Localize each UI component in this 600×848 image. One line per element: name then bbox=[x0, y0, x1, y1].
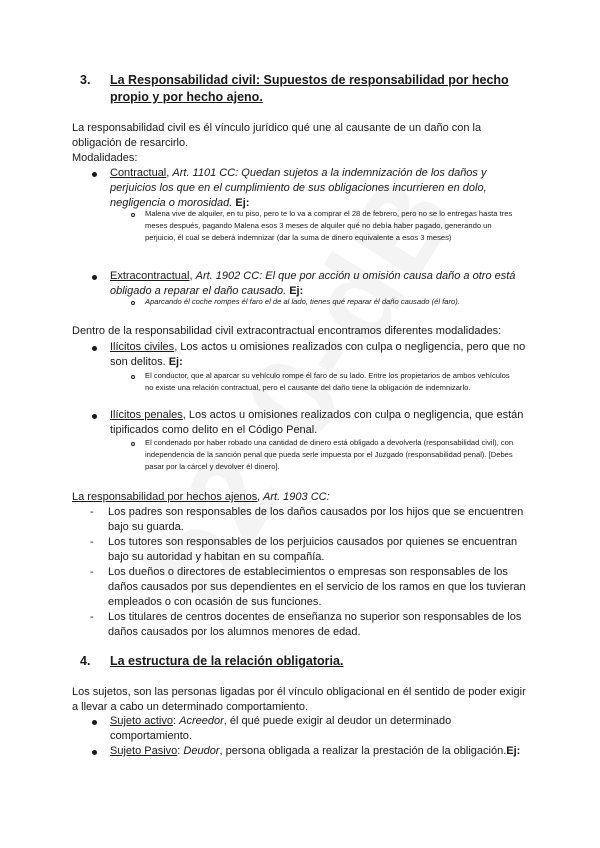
sujeto-pasivo-label: Sujeto Pasivo bbox=[110, 745, 178, 757]
bullet-dot bbox=[92, 275, 97, 280]
sujetos-paragraph: Los sujetos, son las personas ligadas por él vínculo obligacional en él sentido de poder exigir a llevar a cabo un determinado comportamiento. bbox=[72, 686, 526, 713]
bullet-dot bbox=[92, 172, 97, 177]
sujeto-pasivo-item bbox=[110, 744, 528, 759]
intro-paragraph: La responsabilidad civil es él vínculo jurídico qué une al causante de un daño con la obligación de resarcirlo. bbox=[72, 122, 482, 149]
sub-bullet bbox=[131, 213, 135, 217]
extracontractual-sep: , bbox=[189, 270, 193, 282]
bullet-dot bbox=[92, 720, 97, 725]
sujeto-activo-colon: : bbox=[172, 715, 177, 727]
ajenos-heading bbox=[72, 490, 528, 505]
sujeto-pasivo-term: Deudor bbox=[183, 745, 220, 757]
dash-marker: - bbox=[90, 611, 94, 623]
ajenos-label: La responsabilidad por hechos ajenos bbox=[72, 491, 258, 503]
sujeto-activo-term: Acreedor bbox=[179, 715, 224, 727]
sujeto-activo-label: Sujeto activo bbox=[110, 715, 173, 727]
ajenos-item: Los dueños o directores de establecimientos o empresas son responsables de los daños causados por sus dependientes en el servicio de los ramos en que los tuvieran empleados o con ocasión de sus funciones. bbox=[108, 566, 526, 608]
bullet-dot bbox=[92, 414, 97, 419]
extracontractual-ej: Ej: bbox=[289, 285, 304, 297]
contractual-ej: Ej: bbox=[235, 197, 250, 209]
dash-marker: - bbox=[90, 506, 94, 518]
contractual-label: Contractual bbox=[110, 167, 167, 179]
sujeto-pasivo-ej: Ej: bbox=[506, 745, 521, 757]
ilicitos-civiles-item bbox=[110, 340, 528, 370]
sub-bullet bbox=[131, 301, 135, 305]
ilicitos-penales-text: , Los actos u omisiones realizados con culpa o negligencia, que están tipificados como delito en el Código Penal. bbox=[110, 409, 524, 436]
contractual-article: Art. 1101 CC: Quedan sujetos a la indemnización de los daños y perjuicios los que en el cumplimiento de sus obligaciones incurrieren en dolo, negligencia o morosidad. bbox=[110, 167, 487, 209]
extracontractual-article: Art. 1902 CC: El que por acción u omisión causa daño a otro está obligado a reparar el daño causado. bbox=[110, 270, 516, 297]
dash-marker: - bbox=[90, 566, 94, 578]
sujeto-pasivo-text: , persona obligada a realizar la prestación de la obligación. bbox=[219, 745, 507, 757]
section-3-title: La Responsabilidad civil: Supuestos de responsabilidad por hecho propio y por hecho ajeno. bbox=[110, 73, 509, 104]
ajenos-item: Los tutores son responsables de los perjuicios causados por quienes se encuentran bajo su autoridad y habitan en su compañía. bbox=[108, 536, 518, 563]
ilicitos-penales-item bbox=[110, 408, 528, 438]
ajenos-item: Los padres son responsables de los daños causados por los hijos que se encuentren bajo su guarda. bbox=[108, 506, 524, 533]
bullet-dot bbox=[92, 346, 97, 351]
dentro-paragraph: Dentro de la responsabilidad civil extracontractual encontramos diferentes modalidades: bbox=[72, 325, 502, 337]
ajenos-item: Los titulares de centros docentes de enseñanza no superior son responsables de los daños causados por los alumnos menores de edad. bbox=[108, 611, 522, 638]
sujeto-pasivo-colon: : bbox=[177, 745, 181, 757]
bullet-dot bbox=[92, 750, 97, 755]
extracontractual-example bbox=[145, 296, 530, 308]
sub-bullet bbox=[131, 375, 135, 379]
section-4-number: 4. bbox=[80, 654, 91, 668]
sujeto-activo-text: , él qué puede exigir al deudor un determinado comportamiento. bbox=[110, 715, 452, 742]
sujeto-activo-item bbox=[110, 714, 528, 744]
sub-bullet bbox=[131, 442, 135, 446]
contractual-item bbox=[110, 166, 528, 211]
extracontractual-label: Extracontractual bbox=[110, 270, 190, 282]
ilicitos-civiles-example: El conductor, que al aparcar su vehículo rompe él faro de su lado. Entre los propietarios de ambos vehículos no existe una relación contractual, pero el causante del daño tiene la obligación de indemnizarlo. bbox=[145, 371, 510, 392]
extracontractual-item bbox=[110, 269, 528, 299]
modalidades-label: Modalidades: bbox=[72, 152, 138, 164]
section-3-number: 3. bbox=[80, 73, 91, 87]
section-3-heading bbox=[72, 72, 528, 108]
ilicitos-penales-label: Ilícitos penales bbox=[110, 409, 183, 421]
ajenos-article: , Art. 1903 CC: bbox=[257, 491, 330, 503]
contractual-example: Malena vive de alquiler, en tu piso, pero te lo va a comprar el 28 de febrero, pero no se lo entregas hasta tres meses después, pagando Malena esos 3 meses de alquiler qué no debía haber pagado, generando un perjuicio, él cual se deberá indemnizar (dar la suma de dinero equivalente a esos 3 meses) bbox=[145, 209, 513, 242]
ilicitos-penales-example: El condenado por haber robado una cantidad de dinero está obligado a devolverla (responsabilidad civil), con independencia de la sanción penal que pueda serle impuesta por el Juzgado (responsabilidad penal). [Debes pasar por la cárcel y devolver él dinero]. bbox=[145, 438, 514, 471]
section-4-title: La estructura de la relación obligatoria. bbox=[110, 654, 344, 668]
extracontractual-example-text: Aparcando él coche rompes él faro el de al lado, tienes qué reparar él daño causado (él faro). bbox=[145, 297, 460, 306]
section-4-heading bbox=[72, 653, 528, 671]
dash-marker: - bbox=[90, 536, 94, 548]
ilicitos-civiles-ej: Ej: bbox=[168, 356, 183, 368]
contractual-sep: , bbox=[166, 167, 170, 179]
ilicitos-civiles-text: , Los actos u omisiones realizados con culpa o negligencia, pero que no son delitos. bbox=[110, 341, 526, 368]
ilicitos-civiles-label: Ilícitos civiles bbox=[110, 341, 175, 353]
